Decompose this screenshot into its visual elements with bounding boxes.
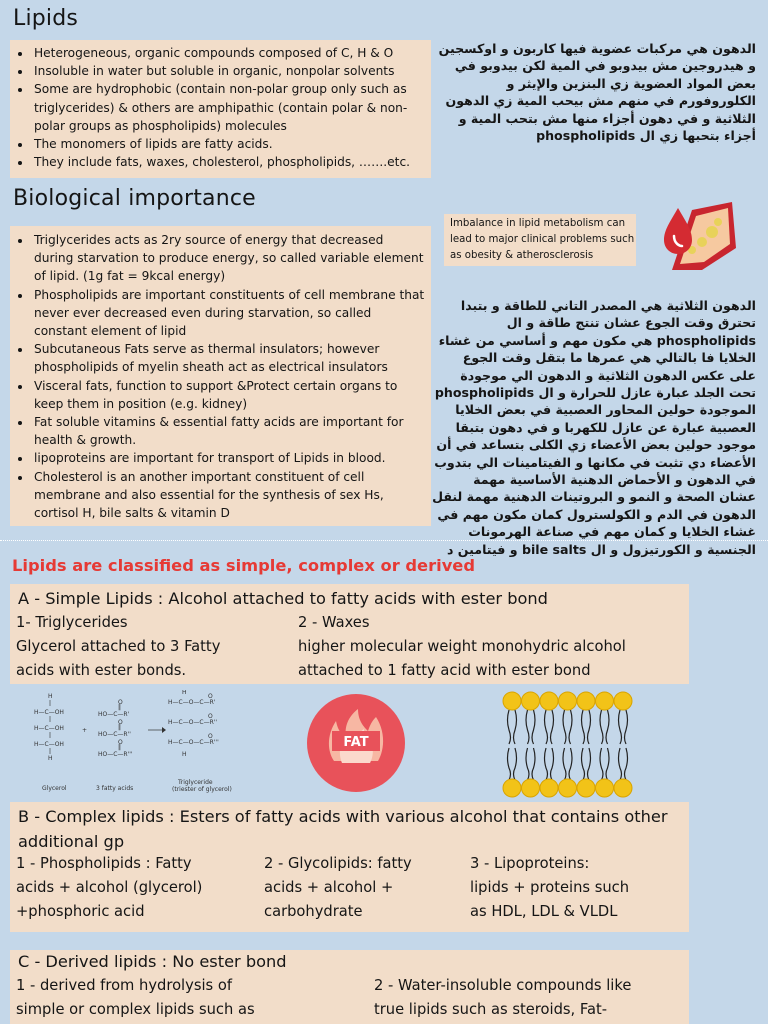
lipoproteins-column [470,852,629,924]
derived-lipids-title: C - Derived lipids : No ester bond [18,952,287,971]
glycerol-structure [34,693,64,762]
svg-text:H: H [48,755,53,762]
simple-lipids-panel [10,584,689,684]
lipoproteins-line-1: 3 - Lipoproteins: [470,855,590,872]
phospholipids-line-3: +phosphoric acid [16,903,145,920]
svg-text:H: H [48,693,53,700]
phospholipid-molecule [559,692,577,797]
list-item: • Visceral fats, function to support &Protect certain organs to keep them in position (e.g. kidney) [32,377,425,413]
triglyceride-sublabel: (triester of glycerol) [172,786,232,793]
waxes-desc-1: higher molecular weight monohydric alcohol [298,638,626,655]
lipoproteins-line-2: lipids + proteins such [470,879,630,896]
svg-text:‖: ‖ [118,704,121,711]
glycolipids-line-2: acids + alcohol + [264,879,394,896]
svg-text:O: O [208,693,213,700]
imbalance-note: Imbalance in lipid metabolism can lead to major clinical problems such as obesity & atherosclerosis [444,214,636,266]
triglyceride-structure [168,690,219,758]
section-divider [0,540,768,541]
waxes-column [298,611,626,683]
triglycerides-heading: 1- Triglycerides [16,614,128,631]
list-item: • Heterogeneous, organic compounds composed of C, H & O [32,44,425,62]
glycerol-label: Glycerol [42,785,67,792]
triglycerides-desc-1: Glycerol attached to 3 Fatty [16,638,221,655]
svg-text:+: + [82,727,88,734]
waxes-desc-2: attached to 1 fatty acid with ester bond [298,662,591,679]
svg-text:H—C—OH: H—C—OH [34,709,64,716]
phospholipids-line-2: acids + alcohol (glycerol) [16,879,203,896]
list-item: • Triglycerides acts as 2ry source of energy that decreased during starvation to produce energy, so called variable element of lipid. (1g fat = 9kcal energy) [32,231,425,286]
svg-text:O: O [118,699,123,706]
glycolipids-line-1: 2 - Glycolipids: fatty [264,855,412,872]
list-item: • Some are hydrophobic (contain non-polar group only such as triglycerides) & others are amphipathic (contain polar & non-polar groups as phospholipids) molecules [32,80,425,135]
fatty-acids-label: 3 fatty acids [96,785,134,792]
classification-heading: Lipids are classified as simple, complex or derived [12,556,476,575]
fatty-acids-structure [98,699,133,758]
derived-insoluble-column [374,974,631,1022]
triglycerides-column [16,611,220,683]
biological-importance-title: Biological importance [13,186,256,211]
fat-flame-icon [306,693,406,793]
list-item: • Fat soluble vitamins & essential fatty acids are important for health & growth. [32,413,425,449]
glycolipids-line-3: carbohydrate [264,903,363,920]
svg-text:O: O [118,739,123,746]
derived-hydrolysis-line-2: simple or complex lipids such as [16,1001,255,1018]
phospholipids-line-1: 1 - Phospholipids : Fatty [16,855,192,872]
list-item: • The monomers of lipids are fatty acids. [32,135,425,153]
glycerol-reaction-diagram [30,690,270,796]
biological-arabic-note: الدهون الثلاثية هي المصدر التاني للطاقة و بتبدا تحترق وقت الجوع عشان تنتج طاقة و ال phospholipids هي مكون مهم و أساسي من غشاء الخلايا فا بالتالي هي عمرها ما بتقل وقت الجوع على عكس الدهون الثلاثية و الدهون الي موجودة تحت الجلد عبارة عازل للحرارة و ال phospholipids الموجودة حولين المحاور العصبية في بعض الخلايا العصبية عبارة عن عازل للكهربا و في دهون بتبقا موجود حولين بعض الأعضاء زي الكلى بتساعد في أن الأعضاء دي تثبت في مكانها و الفيتامينات الي بتدوب في الدهون و الأحماض الدهنية الأساسية مهمة عشان الصحة و النمو و البروتينات الدهنية مهمة لنقل الدهون في الدم و الكولسترول كمان مكون مهم في غشاء الخلايا و كمان مهم في صناعة الهرمونات الجنسية و الكورتيزول و ال bile salts و فيتامين د [432,298,756,557]
list-item: • They include fats, waxes, cholesterol, phospholipids, …….etc. [32,153,425,171]
blood-vessel-icon [662,200,738,274]
list-item: • Insoluble in water but soluble in organic, nonpolar solvents [32,62,425,80]
list-item: • Cholesterol is an another important constituent of cell membrane and also essential for the synthesis of sex Hs, cortisol H, bile salts & vitamin D [32,468,425,523]
phospholipid-molecule [596,692,614,797]
complex-lipids-panel [10,802,689,932]
phospholipid-molecule [577,692,595,797]
triglycerides-desc-2: acids with ester bonds. [16,662,187,679]
simple-lipids-title: A - Simple Lipids : Alcohol attached to fatty acids with ester bond [18,589,548,608]
lipids-bullet-list [10,40,431,171]
triglyceride-label: Triglyceride [178,779,213,786]
biological-importance-panel [10,226,431,526]
lipoproteins-line-3: as HDL, LDL & VLDL [470,903,618,920]
derived-hydrolysis-column [16,974,255,1022]
lipids-title: Lipids [13,6,79,31]
lipids-arabic-note: الدهون هي مركبات عضوية فيها كاربون و اوكسجين و هيدروجين مش بيدوبو في المية لكن بيدوبو في بعض المواد العضوية زي البنزين والإيثر و الكلوروفورم في منهم مش بيحب المية زي الدهون الثلاثية و في دهون أجزاء منها مش بتحب المية و أجزاء بتحبها زي ال phospholipids [438,41,756,144]
phospholipid-molecule [540,692,558,797]
lipid-bilayer-icon [500,690,636,800]
svg-text:H—C—O—C—R'': H—C—O—C—R'' [168,719,218,726]
phospholipid-molecule [522,692,540,797]
derived-insoluble-line-1: 2 - Water-insoluble compounds like [374,977,632,994]
fat-icon-label: FAT [343,735,369,750]
derived-lipids-panel [10,950,689,1024]
phospholipid-molecule [503,692,521,797]
svg-text:O: O [118,719,123,726]
svg-text:H—C—O—C—R''': H—C—O—C—R''' [168,739,219,746]
svg-text:O: O [208,733,213,740]
svg-text:O: O [208,713,213,720]
list-item: • Phospholipids are important constituents of cell membrane that never ever decreased even during starvation, so called constant element of lipid [32,286,425,341]
biological-bullet-list [10,226,431,522]
svg-text:HO—C—R'': HO—C—R'' [98,731,131,738]
derived-insoluble-line-2: true lipids such as steroids, Fat- [374,1001,608,1018]
lipids-definition-panel [10,40,431,178]
complex-lipids-title: B - Complex lipids : Esters of fatty acids with various alcohol that contains other additional gp [18,807,668,851]
svg-text:HO—C—R''': HO—C—R''' [98,751,133,758]
svg-text:H—C—OH: H—C—OH [34,725,64,732]
svg-text:H: H [182,751,187,758]
phospholipid-molecule [614,692,632,797]
waxes-heading: 2 - Waxes [298,614,370,631]
derived-hydrolysis-line-1: 1 - derived from hydrolysis of [16,977,233,994]
list-item: • lipoproteins are important for transport of Lipids in blood. [32,449,425,467]
svg-text:H—C—OH: H—C—OH [34,741,64,748]
svg-text:HO—C—R': HO—C—R' [98,711,130,718]
glycolipids-column [264,852,412,924]
svg-text:H: H [182,690,187,696]
svg-text:‖: ‖ [118,744,121,751]
svg-text:H—C—O—C—R': H—C—O—C—R' [168,699,216,706]
phospholipids-column [16,852,202,924]
list-item: • Subcutaneous Fats serve as thermal insulators; however phospholipids of myelin sheath act as electrical insulators [32,340,425,376]
svg-text:‖: ‖ [118,724,121,731]
